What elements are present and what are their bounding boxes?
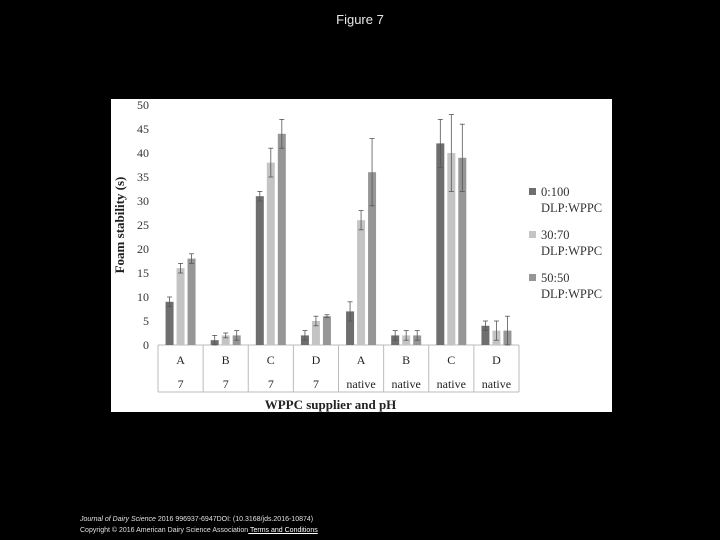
x-category-supplier: D xyxy=(311,353,321,367)
y-axis-label: Foam stability (s) xyxy=(112,176,127,274)
y-tick-label: 20 xyxy=(137,242,149,256)
legend-swatch xyxy=(529,231,536,238)
y-tick-label: 40 xyxy=(137,146,149,160)
copyright-text: Copyright © 2016 American Dairy Science Association xyxy=(80,527,249,534)
bar xyxy=(177,268,185,345)
x-category-supplier: C xyxy=(447,353,456,367)
legend-label: 50:50 xyxy=(541,271,570,285)
chart-svg xyxy=(111,99,612,412)
y-tick-label: 5 xyxy=(143,314,149,328)
legend-swatch xyxy=(529,274,536,281)
legend-label: 30:70 xyxy=(541,228,570,242)
y-tick-label: 15 xyxy=(137,266,149,280)
y-tick-label: 35 xyxy=(137,170,149,184)
chart-panel xyxy=(111,99,612,412)
bar xyxy=(166,302,174,345)
x-category-supplier: A xyxy=(356,353,366,367)
citation-line xyxy=(80,514,318,525)
legend-label: DLP:WPPC xyxy=(541,287,603,301)
y-tick-label: 0 xyxy=(143,338,149,352)
x-category-ph: 7 xyxy=(177,377,184,391)
x-category-supplier: B xyxy=(402,353,411,367)
bar xyxy=(278,134,286,345)
journal-name: Journal of Dairy Science xyxy=(80,516,156,523)
copyright-line xyxy=(80,525,318,536)
bar xyxy=(323,316,331,345)
citation-text: 2016 996937-6947DOI: (10.3168/jds.2016-10874) xyxy=(155,516,314,523)
x-category-ph: native xyxy=(346,377,376,391)
x-category-supplier: A xyxy=(176,353,185,367)
y-tick-label: 10 xyxy=(137,290,149,304)
x-category-ph: 7 xyxy=(267,377,274,391)
bar xyxy=(256,196,264,345)
x-axis-label: WPPC supplier and pH xyxy=(264,397,397,412)
bar xyxy=(357,220,365,345)
x-category-ph: 7 xyxy=(222,377,229,391)
legend-label: 0:100 xyxy=(541,185,570,199)
figure-title: Figure 7 xyxy=(336,12,384,27)
y-tick-label: 25 xyxy=(137,218,149,232)
x-category-ph: native xyxy=(481,377,512,391)
bar xyxy=(436,143,444,345)
x-category-supplier: B xyxy=(221,353,230,367)
x-category-supplier: C xyxy=(266,353,275,367)
y-tick-label: 50 xyxy=(137,99,149,112)
bar xyxy=(267,163,275,345)
bar xyxy=(188,259,196,345)
terms-link[interactable]: Terms and Conditions xyxy=(248,527,318,534)
legend-swatch xyxy=(529,188,536,195)
x-category-ph: 7 xyxy=(312,377,319,391)
x-category-supplier: D xyxy=(492,353,501,367)
legend-label: DLP:WPPC xyxy=(541,244,603,258)
y-tick-label: 45 xyxy=(137,122,149,136)
x-category-ph: native xyxy=(391,377,421,391)
footer xyxy=(80,514,318,536)
y-tick-label: 30 xyxy=(137,194,149,208)
legend-label: DLP:WPPC xyxy=(541,201,603,215)
x-category-ph: native xyxy=(436,377,466,391)
